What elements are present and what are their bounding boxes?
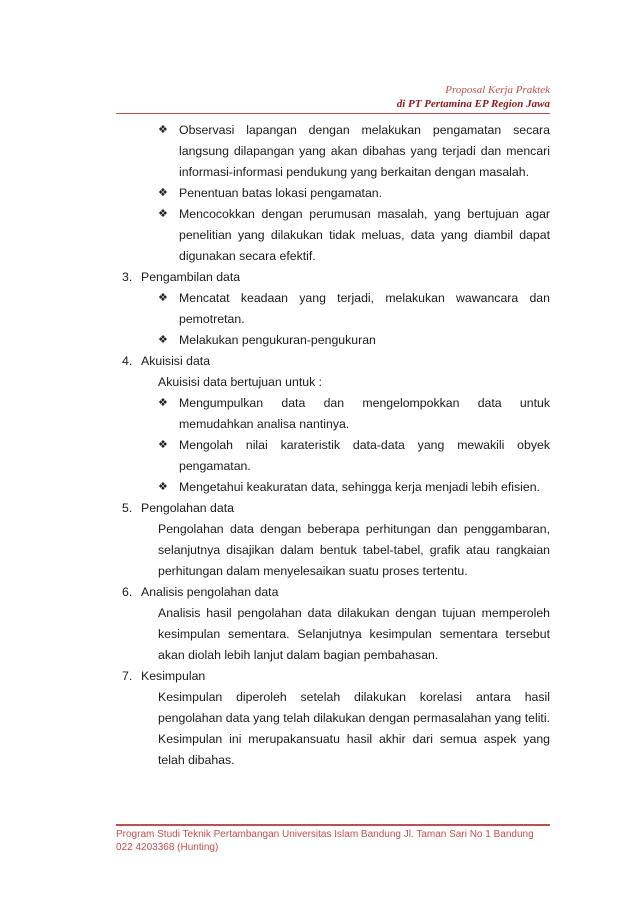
diamond-bullet-icon: ❖ xyxy=(158,334,168,346)
list-item xyxy=(158,393,550,435)
section-title: Kesimpulan xyxy=(141,669,206,683)
bullet-text: Mengetahui keakuratan data, sehingga kerja menjadi lebih efisien. xyxy=(179,480,540,494)
section-number: 5. xyxy=(122,501,133,515)
section-heading xyxy=(122,582,550,603)
bullet-text: Mengolah nilai karateristik data-data yang mewakili obyek pengamatan. xyxy=(179,438,550,473)
section-number: 3. xyxy=(122,270,133,284)
list-item xyxy=(158,288,550,330)
list-item xyxy=(158,183,550,204)
bullet-text: Observasi lapangan dengan melakukan pengamatan secara langsung dilapangan yang akan dibahas yang terjadi dan mencari informasi-informasi pendukung yang berkaitan dengan masalah. xyxy=(179,123,550,179)
section-number: 4. xyxy=(122,354,133,368)
diamond-bullet-icon: ❖ xyxy=(158,481,168,493)
section-paragraph: Kesimpulan diperoleh setelah dilakukan korelasi antara hasil pengolahan data yang telah dilakukan dengan permasalahan yang teliti. Kesimpulan ini merupakansuatu hasil akhir dari semua aspek yang telah dibahas. xyxy=(158,690,550,767)
diamond-bullet-icon: ❖ xyxy=(158,397,168,409)
section-number: 7. xyxy=(122,669,133,683)
diamond-bullet-icon: ❖ xyxy=(158,208,168,220)
header-subtitle: di PT Pertamina EP Region Jawa xyxy=(396,98,550,110)
footer-divider xyxy=(116,824,550,826)
section-paragraph: Analisis hasil pengolahan data dilakukan dengan tujuan memperoleh kesimpulan sementara. Selanjutnya kesimpulan sementara tersebut akan diolah lebih lanjut dalam bagian pembahasan. xyxy=(158,606,550,662)
bullet-text: Penentuan batas lokasi pengamatan. xyxy=(179,186,383,200)
section-heading xyxy=(122,666,550,687)
header-title: Proposal Kerja Praktek xyxy=(445,84,550,96)
section-title: Analisis pengolahan data xyxy=(141,585,279,599)
header-divider xyxy=(116,113,550,114)
bullet-text: Mencocokkan dengan perumusan masalah, yang bertujuan agar penelitian yang dilakukan tidak meluas, data yang diambil dapat digunakan secara efektif. xyxy=(179,207,550,263)
bullet-text: Mencatat keadaan yang terjadi, melakukan wawancara dan pemotretan. xyxy=(179,291,550,326)
section-heading xyxy=(122,351,550,372)
diamond-bullet-icon: ❖ xyxy=(158,187,168,199)
list-item xyxy=(158,477,550,498)
list-item xyxy=(158,120,550,183)
section-heading xyxy=(122,498,550,519)
section-title: Pengambilan data xyxy=(141,270,241,284)
bullet-text: Mengumpulkan data dan mengelompokkan data untuk memudahkan analisa nantinya. xyxy=(179,396,550,431)
page-header xyxy=(397,83,550,111)
section-title: Pengolahan data xyxy=(141,501,234,515)
diamond-bullet-icon: ❖ xyxy=(158,124,168,136)
bullet-text: Melakukan pengukuran-pengukuran xyxy=(179,333,376,347)
diamond-bullet-icon: ❖ xyxy=(158,439,168,451)
list-item xyxy=(158,435,550,477)
footer-address: Program Studi Teknik Pertambangan Universitas Islam Bandung Jl. Taman Sari No 1 Bandung xyxy=(116,829,534,840)
footer-phone: 022 4203368 (Hunting) xyxy=(116,842,219,853)
list-item xyxy=(158,330,550,351)
section-heading xyxy=(122,267,550,288)
section-title: Akuisisi data xyxy=(141,354,211,368)
section-number: 6. xyxy=(122,585,133,599)
page-footer xyxy=(116,828,534,854)
section-paragraph: Pengolahan data dengan beberapa perhitungan dan penggambaran, selanjutnya disajikan dalam bentuk tabel-tabel, grafik atau rangkaian perhitungan dalam menyelesaikan suatu proses tertentu. xyxy=(158,522,550,578)
diamond-bullet-icon: ❖ xyxy=(158,292,168,304)
document-body xyxy=(116,120,550,771)
list-item xyxy=(158,204,550,267)
section-intro: Akuisisi data bertujuan untuk : xyxy=(158,375,323,389)
